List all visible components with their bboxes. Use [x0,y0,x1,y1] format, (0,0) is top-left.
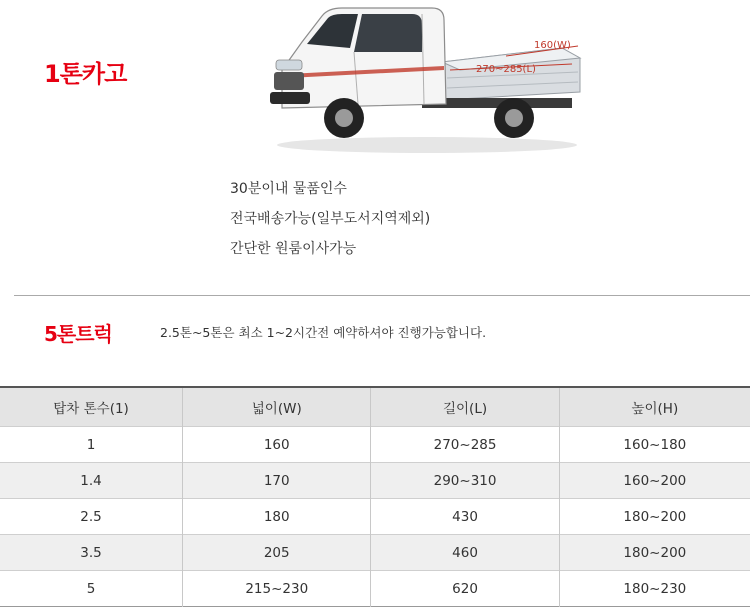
table-cell: 180 [183,499,371,535]
table-row [0,499,750,535]
dimension-width-label: 160(W) [534,40,571,51]
table-cell: 270~285 [371,427,559,463]
truck-image [262,0,592,160]
table-cell: 1.4 [0,463,183,499]
table-cell: 160 [183,427,371,463]
feature-item: 30분이내 물품인수 [230,181,347,197]
table-row [0,571,750,607]
table-cell: 460 [371,535,559,571]
reservation-note: 2.5톤~5톤은 최소 1~2시간전 예약하셔야 진행가능합니다. [160,325,487,340]
feature-list [230,174,430,264]
table-cell: 160~180 [623,436,687,453]
truck-spec-table [0,386,750,607]
section-divider [14,295,750,296]
table-cell: 170 [183,463,371,499]
table-cell: 180~200 [623,508,687,525]
table-cell: 430 [371,499,559,535]
table-row [0,427,750,463]
table-row [0,535,750,571]
table-row [0,463,750,499]
feature-item: 간단한 원룸이사가능 [230,241,357,257]
table-cell: 620 [371,571,559,607]
feature-item: 전국배송가능(일부도서지역제외) [230,211,431,227]
cargo-1ton-title: 1톤카고 [44,60,127,88]
column-header-width: 넓이(W) [183,387,371,427]
table-cell: 3.5 [0,535,183,571]
column-header-length: 길이(L) [371,387,559,427]
table-cell: 215~230 [183,571,371,607]
table-cell: 5 [0,571,183,607]
table-cell: 1 [0,427,183,463]
table-cell: 180~230 [623,580,687,597]
column-header-height: 높이(H) [631,401,679,417]
table-cell: 160~200 [623,472,687,489]
table-cell: 180~200 [623,544,687,561]
table-cell: 205 [183,535,371,571]
column-header-tonnage: 탑차 톤수(1) [0,387,183,427]
dimension-length-label: 270~285(L) [476,64,536,75]
truck-5ton-title: 5톤트럭 [44,322,112,346]
table-cell: 290~310 [371,463,559,499]
table-header-row [0,387,750,427]
table-cell: 2.5 [0,499,183,535]
